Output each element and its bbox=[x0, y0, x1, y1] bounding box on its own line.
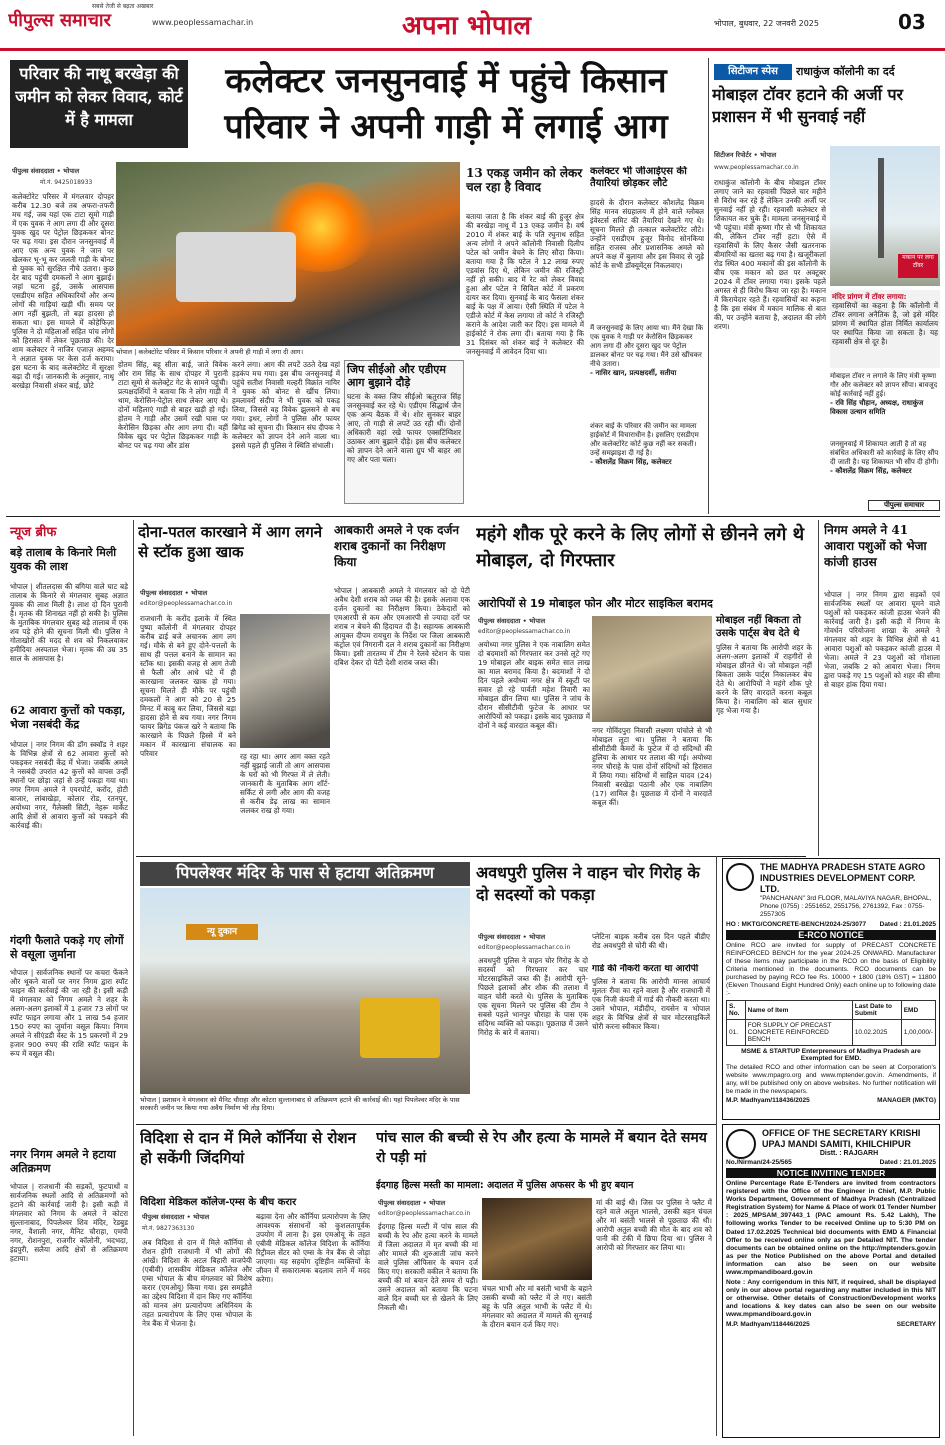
awadhpuri-text2: प्लेटिना बाइक करीब दस दिन पहले बीडीए रोड अवधपुरी से चोरी की थी। bbox=[592, 932, 710, 950]
temple-caption: भोपाल | प्रशासन ने मंगलवार को मैनिट चौराहा और कोटरा सुल्तानाबाद से अतिक्रमण हटाने की कार्रवाई की। यहां पिपलेश्वर मंदिर के पास सरकारी जमीन पर किया गया अवैध निर्माण भी तोड़ दिया। bbox=[140, 1096, 460, 1112]
agro-dated: Dated : 21.01.2025 bbox=[879, 921, 936, 928]
agro-ref: HO : MKTG/CONCRETE-BENCH/2024-25/3077 bbox=[726, 921, 867, 928]
citizen-box-head: मंदिर प्रांगण में टॉवर लगाया: bbox=[832, 292, 907, 301]
brief-t1: भोपाल | शीतलदास की बगिया वाले घाट बड़े तालाब के किनारे से मंगलवार सुबह अज्ञात युवक की लाश मिली है। लाश दो दिन पुरानी है। मृतक की शिनाख्त नहीं हो सकी है। पुलिस के मुताबिक मंगलवार सुबह बड़े तालाब में एक शव पड़े होने की सूचना मिली थी। पुलिस ने गोताखोरों की मदद से शव को निकलवाकर हमीदिया अस्पताल भेजा। मृतक की उम्र 35 साल के आसपास है। bbox=[10, 582, 128, 663]
awadhpuri-headline: अवधपुरी पुलिस ने वाहन चोर गिरोह के दो सदस्यों को पकड़ा bbox=[476, 863, 700, 904]
rape-text: ईदगाह हिल्स मल्टी में पांच साल की बच्ची के रेप और हत्या करने के मामले में जिला अदालत में मृत बच्ची की मां और मामले की शुरुआती जांच करने वाले पुलिस ऑफिसर के बयान दर्ज किए गए। सरकारी वकील ने बताया कि बच्ची की मां बयान देते समय रो पड़ी। उसने अदालत को बताया कि घटना वाले दिन बच्ची घर से खेलने के लिए निकली थी। bbox=[378, 1222, 478, 1312]
mandi-sign-right: SECRETARY bbox=[896, 1321, 936, 1329]
nigam-headline: निगम अमले ने 41 आवारा पशुओं को भेजा कांजी हाउस bbox=[824, 523, 927, 569]
bulldozer-shape bbox=[360, 998, 440, 1058]
citizen-photo-label: मकान पर लगा टॉवर bbox=[898, 254, 938, 278]
brand-tagline: सबसे तेजी से बढ़ता अखबार bbox=[92, 3, 154, 10]
website-link[interactable]: www.peoplessamachar.in bbox=[152, 18, 254, 27]
agro-sign-left: M.P. Madhyam/118436/2025 bbox=[726, 1097, 810, 1104]
agro-body: Online RCO are invited for supply of PRECAST CONCRETE REINFORCED BENCH for the year 2024-25 ONWARD. Manufacturer of these items may participate in the RCO on the basis of Eligibility Criteria mentioned in the documents. RCO documents can be purchased by paying RCO fee Rs. 10000 + 1800 (18% GST) = 11800 (Eleven Thousand Eight Hundred Only) each online up to following date :- bbox=[726, 942, 936, 997]
lead-byline: पीपुल्स संवाददाता • भोपाल bbox=[12, 167, 80, 175]
citizen-kicker: राधाकुंज कॉलोनी का दर्द bbox=[796, 65, 895, 78]
brand-name: पीपुल्स समाचार bbox=[8, 10, 111, 31]
citizen-note2 bbox=[830, 440, 940, 498]
lead-box-text: घटना के वक्त जिप सीईओ ऋतुराज सिंह जनसुनवाई कर रहे थे। एडीएम सिद्धार्थ जैन एक अन्य बैठक में थे। शोर सुनकर बाहर आए, तो गाड़ी से लपटें उठ रही थीं। दोनों अधिकारी वहां रखे फायर एक्सटिंग्विशर उठाकर आग बुझाने दौड़े। इस बीच कलेक्टर को ज्ञापन देने आने वाला ग्रुप भी बाहर आ गए और पता चला। bbox=[347, 392, 461, 464]
quote2-by: - कौशलेंद्र विक्रम सिंह, कलेक्टर bbox=[590, 458, 672, 466]
citizen-footer: पीपुल्स समाचार bbox=[868, 500, 940, 511]
excise-headline: आबकारी अमले ने एक दर्जन शराब दुकानों का निरीक्षण किया bbox=[334, 523, 460, 569]
agro-sign-right: MANAGER (MKTG) bbox=[877, 1097, 936, 1104]
agro-td-sno: 01. bbox=[727, 1020, 746, 1046]
agro-logo bbox=[726, 863, 754, 891]
agro-th-date: Last Date to Submit bbox=[852, 1001, 901, 1020]
vidisha-mobile: मो.नं. 9827363130 bbox=[142, 1225, 195, 1232]
table-row bbox=[727, 1020, 936, 1046]
citizen-body: राधाकुंज कॉलोनी के बीच मोबाइल टॉवर लगाए जाने का रहवासी पिछले चार महीने से विरोध कर रहे हैं लेकिन उनकी अर्जी पर सुनवाई नहीं हो रही। रहवासी कलेक्टर से शिकायत कर चुके हैं। मामला जनसुनवाई में भी पहुंचा। मंत्री कृष्णा गौर से भी शिकायत की, लेकिन टॉवर नहीं हटा। ऐसे में रहवासियों के लिए कैसर जैसी खतरनाक बीमारियों का खतरा बढ़ गया है। खजूरीकलां रोड स्थित 400 मकानों की इस कॉलोनी के बीच एक मकान को छत पर अक्टूबर 2024 में टॉवर लगाया गया। इसके पहले अगस्त से ही विरोध किया जा रहा है। मकान में किरायेदार रहते हैं। रहवासियों का कहना है कि इस संबंध में मकान मालिक से बात की, पर उन्होंने बताया है, अदालत की लोगे शरण। bbox=[714, 178, 826, 331]
temple-shop-sign: न्यू दुकान bbox=[186, 924, 258, 940]
vidisha-text: अब विदिशा से दान में मिले कॉर्निया से रोशन होंगी राजधानी में भी लोगों की आंखें। विदिशा के अटल बिहारी वाजपेयी (एबीवी) शासकीय मेडिकल कॉलेज और एम्स भोपाल के बीच मंगलवार को विशेष करार (एमओयू) किया गया। इस समझौते का उद्देश्य विदिशा में दान किए गए कॉर्निया को मानव अंग प्रत्यारोपण अधिनियम के तहत प्रत्यारोपण के लिए एम्स भोपाल के नेत्र बैंक में भेजना है। bbox=[142, 1238, 252, 1328]
temple-headline: पिपलेश्वर मंदिर के पास से हटाया अतिक्रमण bbox=[140, 862, 470, 886]
mandi-logo bbox=[726, 1129, 756, 1159]
awadhpuri-byline: पीपुल्स संवाददाता • भोपाल bbox=[478, 933, 546, 941]
mandi-body: Online Percentage Rate E-Tenders are invited from contractors registered with the Office of the Engineer in Chief, M.P. Public Works Department, Government of Madhya Pradesh (Centralized Registration System) for Name & Place of work 01 Tender Number : 2025_MPSAM_397443_1 (PAC amount Rs. 5.42 Lakh), The following works Tender to be received Online up to 5:30 PM on Dated 17.02.2025 Technical bid documents with EMD & Financial Offer to be received online only as per Detailed NIT. The tender documents can be obtained online on the http://mptenders.gov.in as per the Notice Published on the above Portal and detailed information can also be seen on our website www.mpmandiboard.gov.in bbox=[726, 1180, 936, 1277]
mandi-sign-left: M.P. Madhyam/118446/2025 bbox=[726, 1321, 810, 1329]
vidisha-headline: विदिशा से दान में मिले कॉर्निया से रोशन हो सकेंगी जिंदगियां bbox=[140, 1129, 356, 1167]
mandi-note: Note : Any corrigendum in this NIT, if required, shall be displayed only in our above portal regarding any matter included in this NIT or otherwise. Other details of Construction/Development works and locations & key dates can also be seen on our website www.mpmandiboard.gov.in bbox=[726, 1279, 936, 1319]
page-number: 03 bbox=[898, 10, 926, 34]
lead-photo bbox=[116, 162, 460, 346]
brief-t3: भोपाल | सार्वजनिक स्थानों पर कचरा फेंकने और थूकने वालों पर नगर निगम द्वारा स्पॉट फाइन की कार्रवाई की जा रही है। इसी कड़ी में मंगलवार को निगम अमले ने शहर के अलग-अलग इलाकों में 1 हजार 73 लोगों पर स्पॉट फाइन लगाया और 1 लाख 54 हजार 150 रुपए का जुर्माना वसूल किया। निगम अमले ने सीएंडडी वेस्ट के 15 प्रकरणों में 29 हजार 900 रुपए की राशि स्पॉट फाइन के रूप में वसूल की। bbox=[10, 968, 128, 1058]
lead-photo-caption: भोपाल | कलेक्टोरेट परिसर में किसान परिवार ने अपनी ही गाड़ी में लगा दी आग। bbox=[116, 348, 304, 356]
nigam-text: भोपाल | नगर निगम द्वारा सड़कों एवं सार्वजनिक स्थलों पर आवारा घूमने वाले पशुओं को पकड़कर कांजी हाउस भेजने की कार्रवाई जारी है। इसी कड़ी में निगम के गोवर्धन परियोजना शाखा के अमले ने मंगलवार को शहर के विभिन्न क्षेत्रों से 41 आवारा पशुओं को पकड़कर कांजी हाउस में भेजा। अमले ने 23 पशुओं को गोशाला भेजा, जबकि 2 को आवारा भेजा। निगम द्वारा पकड़े गए 15 पशुओं को शहर की सीमा से बाहर हांक दिया गया। bbox=[824, 590, 940, 689]
dona-photo bbox=[240, 614, 330, 748]
mobile-byline: पीपुल्स संवाददाता • भोपाल bbox=[478, 617, 546, 625]
lead-headline: कलेक्टर जनसुनवाई में पहुंचे किसान परिवार ने अपनी गाड़ी में लगाई आग bbox=[224, 61, 668, 147]
mobile-email: editor@peoplessamachar.co.in bbox=[478, 628, 571, 635]
agro-company: THE MADHYA PRADESH STATE AGRO INDUSTRIES DEVELOPMENT CORP. LTD. bbox=[760, 862, 926, 894]
rape-byline: पीपुल्स संवाददाता • भोपाल bbox=[378, 1199, 446, 1207]
agro-td-item: FOR SUPPLY OF PRECAST CONCRETE REINFORCED BENCH bbox=[745, 1020, 852, 1046]
mobile-sub: आरोपियों से 19 मोबाइल फोन और मोटर साइकिल बरामद bbox=[478, 597, 713, 610]
awadhpuri-email: editor@peoplessamachar.co.in bbox=[478, 944, 571, 951]
citizen-website: www.peoplessamachar.co.in bbox=[714, 164, 799, 171]
agro-address: "PANCHANAN" 3rd FLOOR, MALAVIYA NAGAR, BHOPAL, Phone (0755) : 2551652, 2551756, 2761392, Fax : 0755-2557305 bbox=[760, 895, 932, 918]
agro-table bbox=[726, 1000, 936, 1046]
rape-headline: पांच साल की बच्ची से रेप और हत्या के मामले में बयान देते समय रो पड़ी मां bbox=[376, 1130, 707, 1166]
dona-headline: दोना-पतल कारखाने में आग लगने से स्टॉक हुआ खाक bbox=[138, 523, 323, 561]
quote2-text: शंकर बाई के परिवार की जमीन का मामला हाईकोर्ट में विचाराधीन है। इसलिए एसडीएम और कलेक्टोरेट कोर्ट कुछ नहीं कर सकती। उन्हें समझाइश दी गई है। bbox=[590, 422, 699, 457]
vidisha-text2: बढ़ावा देना और कॉर्निया प्रत्यारोपण के लिए आवश्यक संसाधनों को कुशलतापूर्वक उपयोग में लाना है। इस एमओयू के तहत एबीवी मेडिकल कॉलेज विदिशा के कॉर्निया रिट्रीवल सेंटर को एम्स के नेत्र बैंक से जोड़ा जाएगा। यह सहयोग दृष्टिहीन व्यक्तियों के जीवन में सकारात्मक बदलाव लाने में मदद करेगा। bbox=[256, 1212, 370, 1284]
vidisha-byline: पीपुल्स संवाददाता • भोपाल bbox=[142, 1213, 210, 1221]
dona-text: राजधानी के करोंद इलाके में स्थित पुष्पा कॉलोनी में मंगलवार दोपहर करीब ढाई बजे अचानक आग लग गई। मौके से बने हुए दोने-पत्तलों के साथ ही पत्तल बनाने के सामान का स्टॉक था। इसकी वजह से आग तेजी से फैली और आधे घंटे में ही कारखाना जलकर खाक हो गया। सूचना मिलते ही मौके पर पहुंची दमकलों ने आग को 20 से 25 मिनट में काबू कर लिया, जिससे बड़ा हादसा होने से बच गया। नगर निगम फायर ब्रिगेड पंकज खरे ने बताया कि कारखाने के पिछले हिस्से में बने मकान में कारखाना संचालक का परिवार bbox=[140, 614, 236, 758]
vidisha-sub: विदिशा मेडिकल कॉलेज-एम्स के बीच करार bbox=[140, 1197, 297, 1208]
mandi-title: NOTICE INVITING TENDER bbox=[726, 1168, 936, 1178]
issue-date: भोपाल, बुधवार, 22 जनवरी 2025 bbox=[714, 19, 819, 28]
agro-footer-text: The detailed RCO and other information can be seen at Corporation's website www.mpagro.org and www.mptender.gov.in. Amendments, if any, will be published only on above websites. No further notification will be made in the newspapers. bbox=[726, 1064, 936, 1095]
rape-email: editor@peoplessamachar.co.in bbox=[378, 1210, 471, 1217]
rape-text3: मां की बाई थी। जिस पर पुलिस ने फ्लैट में रहने वाले अतुल भालसे, उसकी बहन चंचल और मां बसंती भालसे से पूछताछ की थी। आरोपी अतुल बच्ची की मौत के बाद शव को पानी की टंकी में छिपा दिया था। पुलिस ने आरोपी को गिरफ्तार कर लिया था। bbox=[596, 1198, 712, 1252]
note2-by: - कौशलेंद्र विक्रम सिंह, कलेक्टर bbox=[830, 467, 912, 475]
rape-sub: ईदगाह हिल्स मस्ती का मामला: अदालत में पुलिस अफसर के भी हुए बयान bbox=[376, 1180, 634, 1191]
brief-t2: भोपाल | नगर निगम की डॉग स्क्वॉड ने शहर के विभिन्न क्षेत्रों से 62 आवारा कुत्तों को पकड़कर नसबंदी केंद्र में भेजा। जबकि अमले ने नसबंदी उपरांत 42 कुत्तों को वापस उन्हीं स्थानों पर छोड़ा जहां से उन्हें पकड़ा गया था। नगर निगम अमले ने एयरपोर्ट, करोंद, होटी बाजार, लांबाखेड़ा, कोलार रोड, रतनपुर, अयोध्या नगर, गैलेक्सी सिटी, नेहरू मार्केट आदि क्षेत्रों से आवारा कुत्तों को पकड़ने की कार्रवाई की। bbox=[10, 740, 128, 830]
quote1-text: मैं जनसुनवाई के लिए आया था। मैंने देखा कि एक युवक ने गाड़ी पर केरोसिन छिड़ककर आग लगा दी और दूसरा खुद पर पेट्रोल डालकर बोनट पर चढ़ गया। मैंने उसे खींचकर नीचे उतारा। bbox=[590, 324, 704, 368]
lead-box bbox=[344, 360, 464, 504]
mobile-text2: नगर गोविंदपुरा निवासी लक्ष्मण पांचोले से भी मोबाइल लूटा था। पुलिस ने बताया कि सीसीटीवी कैमरों के फुटेज में दो संदिग्धों की हुलिया के आधार पर तलाश की गई। अयोध्या नगर चौराहे के पास दोनों संदिग्धों को हिरासत में लिया गया। संदिग्धों में साहिल यादव (24) निवासी बरखेड़ा पठानी और एक नाबालिग (17) शामिल है। पूछताछ में दोनों ने वारदातें कबूल कीं। bbox=[592, 726, 712, 807]
agro-msme: MSME & STARTUP Enterpreneurs of Madhya Pradesh are Exempted for EMD. bbox=[741, 1048, 921, 1062]
note1-by: - रवि सिंह चौहान, अध्यक्ष, राधाकुंज विकास उत्थान समिति bbox=[830, 399, 924, 416]
mandi-dated: Dated : 21.01.2025 bbox=[879, 1159, 936, 1166]
mobile-box-text: पुलिस ने बताया कि आरोपी शहर के अलग-अलग इलाकों में राहगीरों से मोबाइल छीनते थे। जो मोबाइल नहीं बिकता उसके पार्ट्स निकालकर बेच देते थे। आरोपियों ने महंगे शौक पूरे करने के लिए वारदातें करना कबूल किया है। नाबालिग को बाल सुधार गृह भेजा गया है। bbox=[716, 643, 812, 715]
rape-text2: चंचल भाभी और मां बसंती भाभी के बहाने उसकी बच्ची को फ्लैट में ले गए। बसंती बहू के पति अतुल भाभी के फ्लैट में थे। मंगलवार को अदालत में मामले की सुनवाई के दौरान बयान दर्ज किए गए। bbox=[482, 1284, 592, 1329]
mobile-text: अयोध्या नगर पुलिस ने एक नाबालिग समेत दो बदमाशों को गिरफ्तार कर उनसे लूटे गए 19 मोबाइल और बाइक समेत सात लाख का माल बरामद किया है। बदमाशों ने दो दिन पहले अयोध्या नगर क्षेत्र में स्कूटी पर सवार हो रहे पार्वती महेश तिवारी का मोबाइल छीन लिया था। पुलिस ने जांच के दौरान सीसीटीवी फुटेज के आधार पर आरोपियों को पकड़ा। इसके बाद पूछताछ में दोनों ने कई वारदात कबूल कीं। bbox=[478, 640, 590, 730]
citizen-photo bbox=[830, 146, 940, 286]
masthead bbox=[0, 0, 945, 56]
rape-photo bbox=[482, 1198, 592, 1280]
citizen-box bbox=[830, 290, 940, 368]
brief-h4: नगर निगम अमले ने हटाया अतिक्रमण bbox=[10, 1148, 116, 1175]
awadhpuri-box-text: पुलिस ने बताया कि आरोपी मानस आचार्य मूलतः रीवा का रहने वाला है और राजधानी में एक निजी कंपनी में गार्ड की नौकरी करता था। उसने भोपाल, मंडीदीप, रायसेन व भोपाल शहर के विभिन्न क्षेत्रों से चार मोटरसाइकिलें चोरी करना स्वीकार किया। bbox=[592, 977, 710, 1031]
citizen-note1 bbox=[830, 372, 940, 438]
lead-mid-head: 13 एकड़ जमीन को लेकर चल रहा है विवाद bbox=[466, 166, 583, 194]
brief-h3: गंदगी फैलाते पकड़े गए लोगों से वसूला जुर्माना bbox=[10, 934, 124, 961]
lead-side-head: परिवार की नाथू बरखेड़ा की जमीन को लेकर विवाद, कोर्ट में है मामला bbox=[10, 60, 188, 148]
agro-th-emd: EMD bbox=[901, 1001, 935, 1020]
agro-td-emd: 1,00,000/- bbox=[901, 1020, 935, 1046]
tower-shape bbox=[878, 158, 884, 258]
brief-t4: भोपाल | राजधानी की सड़कों, फुटपाथों व सार्वजनिक स्थलों आदि से अतिक्रमणों को हटाने की कार्रवाई जारी है। इसी कड़ी में मंगलवार को निगम के अमले ने कोटरा सुल्तानाबाद, पिपलेश्वर शिव मंदिर, रेडबुड नगर, वैशाली नगर, मैनिट चौराहा, एमपी नगर, रोशनपुरा, राजगीर कॉलोनी, भदभदा, इंद्रपुरी, सलैया आदि क्षेत्रों से अतिक्रमण हटाया। bbox=[10, 1182, 128, 1263]
brief-label: न्यूज ब्रीफ bbox=[10, 525, 57, 540]
ad-agro bbox=[722, 858, 940, 1120]
awadhpuri-box-head: गार्ड की नौकरी करता था आरोपी bbox=[592, 964, 699, 974]
section-title: अपना भोपाल bbox=[402, 11, 531, 41]
note2-text: जनसुनवाई में शिकायत आती है तो वह संबंधित अधिकारी को कार्रवाई के लिए सौंप दी जाती है। यह शिकायत भी सौंप दी होगी। bbox=[830, 440, 939, 466]
lead-mid-text: बताया जाता है कि शंकर बाई की हुजूर क्षेत्र की बरखेड़ा नाथू में 13 एकड़ जमीन है। वर्ष 2010 में शंकर बाई के पति रघुनाथ सहित अन्य लोगों ने अपने कॉलोनी निवासी दिलीप पटेल को जमीन बेचने के लिए सौदा किया। बताया गया है कि पटेल ने 12 लाख रुपए एडवांस दिए थे, लेकिन जमीन की रजिस्ट्री नहीं हो सकी। बाद में रेट को लेकर विवाद हुआ और पटेल ने सिविल कोर्ट में प्रकरण दायर कर दिया। सुनवाई के बाद फैसला शंकर बाई के पक्ष में आया। ऐसी स्थिति में पटेल ने एडीजे कोर्ट में केस लगाया तो कोर्ट ने रजिस्ट्री कराने के आदेश जारी कर दिए। इस मामले में हाईकोर्ट ने रोक लगा दी। बताया गया है कि 31 दिसंबर को शंकर बाई ने कलेक्टर की जनसुनवाई में आवेदन दिया था। bbox=[466, 212, 584, 356]
mobile-box-head: मोबाइल नहीं बिकता तो उसके पार्ट्स बेच देते थे bbox=[716, 615, 802, 639]
lead-mobile: मो.नं. 9425018933 bbox=[40, 179, 93, 186]
dona-byline: पीपुल्स संवाददाता • भोपाल bbox=[140, 589, 208, 597]
brief-h2: 62 आवारा कुत्तों को पकड़ा, भेजा नसबंदी केंद्र bbox=[10, 704, 126, 731]
lead-col1: कलेक्टोरेट परिसर में मंगलवार दोपहर करीब 12.30 बजे तब अफरा-तफरी मच गई, जब यहां एक टाटा सूमो गाड़ी में एक युवक ने आग लगा दी और दूसरा युवक खुद पर पेट्रोल छिड़ककर बोनट पर चढ़ गया। इस दौरान जनसुनवाई में आए एक अन्य युवक ने जान पर खेलकर भू-भू कर जलती गाड़ी के बोनट से युवक को सुरक्षित नीचे उतारा। कुछ देर बाद पहुंची दमकलों ने आग बुझाई। जहां घटना हुई, उसके आसपास एसडीएम सहित अधिकारियों और अन्य लोगों की गाड़ियां खड़ी थीं। समय पर आग नहीं बुझती, तो बड़ा हादसा हो सकता था। इस मामले में कोहेफिज़ा पुलिस ने दो महिलाओं सहित पांच लोगों को हिरासत में लेकर पूछताछ की। देर शाम कलेक्टर ने नाजिर एजाज़ अहमद ने अज्ञात युवक पर केस दर्ज कराया। इस घटना के बाद कलेक्टोरेट में सुरक्षा बढ़ा दी गई। जानकारी के अनुसार, नाथू बरखेड़ा निवासी शंकर बाई, छोटे bbox=[12, 192, 114, 390]
temple-photo bbox=[140, 888, 470, 1094]
lead-quote2 bbox=[590, 422, 704, 504]
lead-right-text: हादसे के दौरान कलेक्टर कौशलेंद्र विक्रम सिंह मानव संग्रहालय में होने वाले ग्लोबल इंवेस्टर्स समिट की तैयारियां देखने गए थे। सूचना मिलते ही तत्काल कलेक्टोरेट लौटे। उन्होंने एसडीएम हुजूर विनोद सोनकिया सहित राजस्व और प्रशासनिक अमले को अपने कक्ष में बुलाया और इस विवाद से जुड़े कोर्ट के सभी डॉक्यूमेंट्स निकलवाए। bbox=[590, 198, 704, 270]
vehicle-shape bbox=[176, 232, 296, 302]
lead-col3: करने लगा। आग की लपटें उठते देख वहां हड़कंप मच गया। इस बीच जनसुनवाई में पहुंचे सतीश निवासी मल्हरी विक्रांत नायिर ने युवक को बोनट से खींच लिया। हमलावरों संदीप ने भी युवक को पकड़ लिया, जिससे वह विवेक झुलसने से बच गया। इधर, लोगों ने पुलिस और फायर ब्रिगेड को सूचना दी। किसान संघ दीपक ने कलेक्टर को ज्ञापन देने आने वाला था। इससे पहले ही पुलिस ने स्थिति संभाली। bbox=[232, 360, 340, 450]
awadhpuri-text: अवधपुरी पुलिस ने वाहन चोर गिरोह के दो सदस्यों को गिरफ्तार कर चार मोटरसाइकिलें जब्त की हैं। आरोपी सूने-पिछले इलाकों और शौक की तलाश में वाहन चोरी करते थे। पुलिस के मुताबिक एक सूचना मिलने पर पुलिस की टीम ने सबसे पहले भानपुर चौराहा के पास एक संदिग्ध व्यक्ति को पकड़ा। पूछताछ में उसने गिरोह के बारे में बताया। bbox=[478, 956, 588, 1037]
mobile-box bbox=[714, 612, 814, 850]
mobile-photo bbox=[592, 616, 712, 722]
mobile-headline: महंगे शौक पूरे करने के लिए लोगों से छीनने लगे थे मोबाइल, दो गिरफ्तार bbox=[476, 524, 805, 571]
mandi-office: OFFICE OF THE SECRETARY KRISHI UPAJ MANDI SAMITI, KHILCHIPUR bbox=[762, 1128, 921, 1149]
quote1-by: - नासिर खान, प्रत्यक्षदर्शी, सतीया bbox=[590, 369, 677, 377]
agro-th-sno: S. No. bbox=[727, 1001, 746, 1020]
citizen-headline: मोबाइल टॉवर हटाने की अर्जी पर प्रशासन में भी सुनवाई नहीं bbox=[712, 85, 904, 126]
awadhpuri-box bbox=[592, 964, 710, 1120]
lead-box-head: जिप सीईओ और एडीएम आग बुझाने दौड़े bbox=[347, 363, 446, 389]
brand-logo bbox=[8, 8, 148, 34]
citizen-tag: सिटीजन स्पेस bbox=[714, 64, 792, 80]
citizen-byline: सिटीजन रिपोर्टर • भोपाल bbox=[714, 151, 777, 159]
brief-h1: बड़े तालाब के किनारे मिली युवक की लाश bbox=[10, 546, 117, 573]
note1-text: मोबाइल टॉवर न लगाने के लिए मंत्री कृष्णा गौर और कलेक्टर को ज्ञापन सौंपा। बावजूद कोई कार्रवाई नहीं हुई। bbox=[830, 372, 938, 398]
ad-mandi bbox=[722, 1124, 940, 1438]
dona-email: editor@peoplessamachar.co.in bbox=[140, 600, 233, 607]
lead-col2: होतम सिंह, बहू सीता बाई, जाते विवेक और राम सिंह के साथ दोपहर में पुरानी टाटा सूमो से कलेक्ट्रेट गेट के सामने पहुंची। प्रत्यक्षदर्शियों ने बताया कि ने लोग गाड़ी में थाम, केरोसिन-पेट्रोल साथ लेकर आए थे। दोनों महिलाएं गाड़ी से बाहर खड़ी हो गईं। होतम ने गाड़ी और उसमें रखी घास पर केरोसिन छिड़का और आग लगा दी। वहीं विवेक खुद पर पेट्रोल छिड़ककर गाड़ी के बोनट पर चढ़ गया और डांस bbox=[118, 360, 228, 450]
agro-th-item: Name of Item bbox=[745, 1001, 852, 1020]
agro-td-date: 10.02.2025 bbox=[852, 1020, 901, 1046]
agro-title: E-RCO NOTICE bbox=[726, 930, 936, 940]
lead-right-head: कलेक्टर भी जीआईएस की तैयारियां छोड़कर लौटे bbox=[590, 166, 687, 189]
excise-text: भोपाल | आबकारी अमले ने मंगलवार को दो पेटी अवैध देशी शराब को जब्त की है। इसके अलावा एक दर्जन दुकानों का निरीक्षण किया। ठेकेदारों को एमआरपी से कम और एमआरपी से ज्यादा दरों पर शराब न बेचने की हिदायत दी है। सहायक आबकारी आयुक्त दीपम रायचुरा के निर्देश पर जिला आबकारी कंट्रोल एवं निगरानी दल ने शराब दुकानों का निरीक्षण किया। इसी तारतम्य में टीम ने रेलवे स्टेशन के पास दबिश देकर दो पेटी देशी शराब जब्त की। bbox=[334, 586, 470, 667]
citizen-box-text: रहवासियों का कहना है कि कॉलोनी में टॉवर लगाना अनैतिक है, जो इसे मंदिर प्रांगण में स्थापित होता निर्मित कार्यालय पर स्थापित किया जा सकता है। यह रहवासी क्षेत्र से दूर है। bbox=[832, 301, 938, 346]
mandi-district: Distt. : RAJGARH bbox=[819, 1150, 879, 1157]
dona-text2: रह रहा था। अगर आग वक्त रहते नहीं बुझाई जाती तो आग आसपास के घरों को भी गिरफ्त में ले लेती। जानकारी के मुताबिक आग शॉर्ट-सर्किट से लगी और आग की वजह से करीब डेढ़ लाख का सामान जलकर राख हो गया। bbox=[240, 752, 330, 815]
mandi-no: No./Nirman/24-25/565 bbox=[726, 1159, 792, 1166]
lead-quote1 bbox=[590, 324, 704, 420]
